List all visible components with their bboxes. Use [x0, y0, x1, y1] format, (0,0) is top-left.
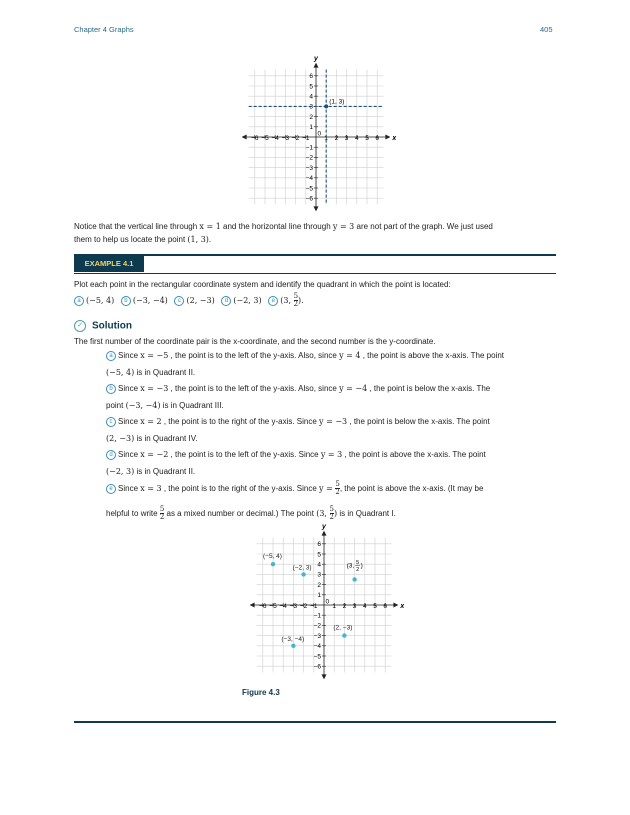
y-axis-arrow: [314, 63, 319, 68]
x-tick-label: −6: [259, 603, 267, 610]
point-label: (1, 3): [329, 98, 345, 106]
part-d: d (−2, 3): [221, 296, 261, 305]
origin-label: 0: [317, 130, 322, 138]
x-tick-label: 1: [332, 603, 337, 610]
graph-point-1-3: [236, 55, 396, 215]
bottom-rule: [74, 721, 556, 723]
point-label-num: 5: [356, 560, 360, 566]
y-tick-label: 3: [309, 103, 313, 111]
point-label: (2, −3): [333, 624, 353, 632]
y-tick-label: 3: [317, 571, 321, 579]
y-tick-label: −4: [313, 643, 321, 651]
y-tick-label: 6: [317, 541, 321, 549]
y-axis-label: y: [314, 55, 318, 63]
x-tick-label: −4: [279, 603, 287, 610]
y-tick-label: −6: [305, 195, 313, 203]
point-label: (−2, 3): [292, 564, 312, 572]
x-tick-label: −5: [269, 603, 277, 610]
x-tick-label: 4: [354, 135, 359, 142]
x-tick-label: −2: [291, 135, 300, 142]
x-tick-label: 5: [373, 603, 377, 610]
y-tick-label: −4: [305, 175, 313, 183]
x-axis-arrow: [393, 603, 398, 608]
y-tick-label: 2: [317, 581, 321, 589]
chapter-header: Chapter 4 Graphs: [74, 25, 134, 34]
y-tick-label: −6: [313, 663, 321, 671]
x-tick-label: −3: [289, 603, 298, 610]
x-tick-label: −1: [310, 603, 318, 610]
figure-caption: Figure 4.3: [242, 688, 280, 697]
data-point: [301, 572, 305, 576]
y-tick-label: 6: [309, 73, 313, 81]
x-axis-arrow: [250, 603, 255, 608]
x-tick-label: 2: [334, 135, 339, 142]
x-axis-arrow: [242, 135, 247, 140]
origin-label: 0: [325, 598, 330, 606]
x-tick-label: −4: [271, 135, 279, 142]
y-tick-label: −1: [305, 144, 313, 152]
point-label-den: 2: [356, 567, 360, 573]
example-parts: [74, 293, 560, 309]
x-tick-label: 2: [342, 603, 347, 610]
point-label: (−5, 4): [263, 553, 282, 561]
y-tick-label: 5: [317, 551, 321, 559]
y-tick-label: −2: [305, 154, 313, 162]
y-tick-label: −3: [305, 164, 313, 172]
solution-item-d: d Since x = −2 , the point is to the left of the y-axis. Since y = 3 , the point is above the x-axis. The point (−2, 3) is in Quadrant II.: [106, 450, 486, 476]
solution-item-b: b Since x = −3 , the point is to the left of the y-axis. Also, since y = −4 , the point is below the x-axis. The point (−3, −4) is in Quadrant III.: [106, 384, 491, 410]
y-tick-label: −1: [313, 612, 321, 620]
example-prompt: Plot each point in the rectangular coordinate system and identify the quadrant in which the point is located:: [74, 280, 451, 289]
solution-item-c: c Since x = 2 , the point is to the right of the y-axis. Since y = −3 , the point is below the x-axis. The point (2, −3) is in Quadrant IV.: [106, 417, 490, 443]
y-tick-label: −2: [313, 622, 321, 630]
y-axis-label: y: [322, 523, 326, 531]
y-tick-label: 1: [317, 592, 321, 600]
check-circle-icon: ✓: [74, 320, 86, 332]
point-label-post: ): [360, 562, 363, 570]
y-tick-label: 2: [309, 113, 313, 121]
y-tick-label: −3: [313, 632, 321, 640]
y-tick-label: 4: [309, 93, 313, 101]
point-1-3: [324, 104, 328, 108]
point-label: (−3, −4): [281, 635, 305, 643]
data-point: [291, 644, 295, 648]
solution-item-e: e Since x = 3 , the point is to the right of the y-axis. Since y = $\frac{5}{2}$ , the point is above the x-axis. (It may be: [106, 479, 546, 499]
y-tick-label: −5: [305, 185, 313, 193]
data-point: [352, 577, 356, 581]
example-rule: [74, 273, 556, 274]
y-tick-label: −5: [313, 653, 321, 661]
y-axis-arrow: [314, 206, 319, 211]
x-tick-label: 5: [365, 135, 369, 142]
solution-item-a: a Since x = −5 , the point is to the left of the y-axis. Also, since y = 4 , the point is above the x-axis. The point (−5, 4) is in Quadrant II.: [106, 351, 504, 377]
x-axis-arrow: [385, 135, 390, 140]
x-tick-label: −3: [281, 135, 290, 142]
data-point: [342, 633, 346, 637]
part-a: a (−5, 4): [74, 296, 114, 305]
solution-item-e-line2: helpful to write $\frac{5}{2}$ as a mixed number or decimal.) The point (3, $\frac{5}{2}$ ) is in Quadrant I.: [106, 505, 396, 522]
solution-heading: ✓ Solution: [74, 320, 132, 332]
x-tick-label: 6: [375, 135, 380, 142]
x-axis-label: x: [400, 603, 404, 610]
example-tab: EXAMPLE 4.1: [74, 256, 144, 272]
y-axis-arrow: [322, 531, 327, 536]
x-tick-label: −5: [261, 135, 269, 142]
x-axis-label: x: [392, 135, 396, 142]
graph-plotted-points: [244, 523, 404, 683]
x-tick-label: −2: [299, 603, 308, 610]
x-tick-label: −6: [251, 135, 259, 142]
y-tick-label: 4: [317, 561, 321, 569]
part-e: e (3, $\frac{5}{2}$ ).: [268, 296, 303, 305]
page-number: 405: [540, 25, 553, 34]
notice-paragraph: Notice that the vertical line through x = 1 and the horizontal line through y = 3 are not part of the graph. We just used them to help us locate the point (1, 3).: [74, 222, 493, 244]
solution-intro: The first number of the coordinate pair is the x-coordinate, and the second number is the y-coordinate.: [74, 337, 436, 346]
data-point: [271, 562, 275, 566]
x-tick-label: 3: [352, 603, 357, 610]
y-axis-arrow: [322, 674, 327, 679]
x-tick-label: 6: [383, 603, 388, 610]
x-tick-label: −1: [302, 135, 310, 142]
y-tick-label: 5: [309, 83, 313, 91]
x-tick-label: 3: [344, 135, 349, 142]
y-tick-label: 1: [309, 124, 313, 132]
part-c: c (2, −3): [174, 296, 214, 305]
x-tick-label: 1: [324, 135, 329, 142]
point-label-pre: (3,: [346, 562, 355, 570]
part-b: b (−3, −4): [121, 296, 168, 305]
x-tick-label: 4: [362, 603, 367, 610]
